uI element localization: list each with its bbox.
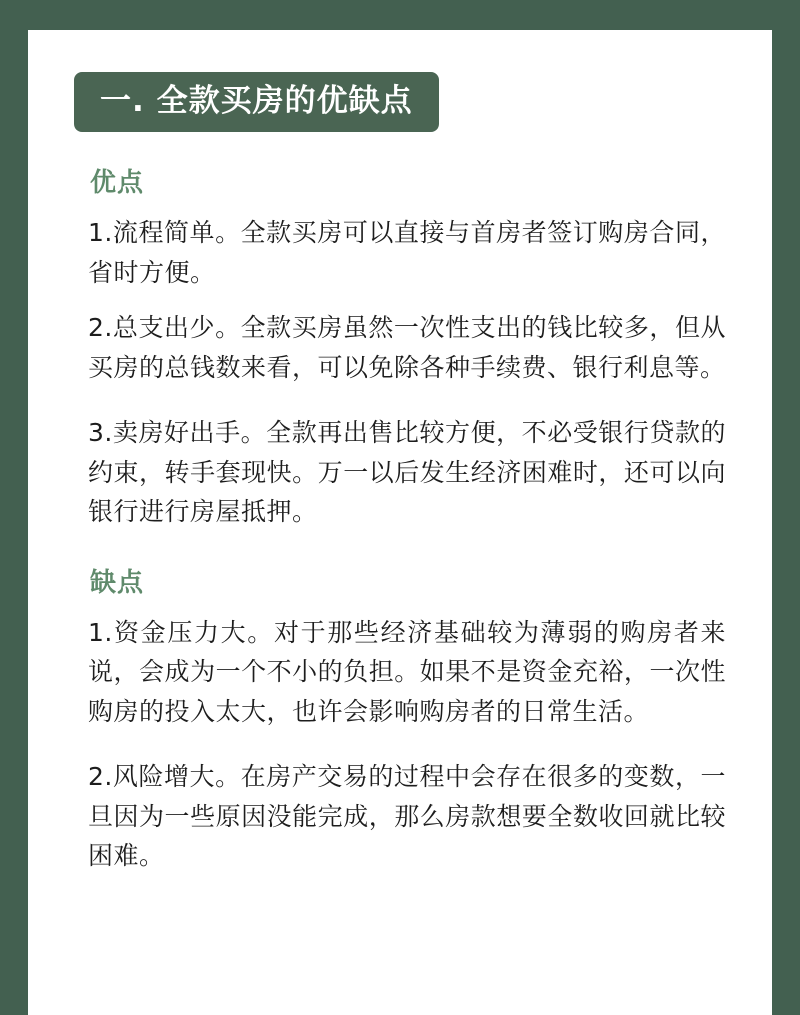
- paragraph: 2.风险增大。在房产交易的过程中会存在很多的变数，一旦因为一些原因没能完成，那么房款想要全数收回就比较困难。: [88, 762, 726, 870]
- section-disadvantages: [74, 562, 726, 876]
- paragraph: 1.资金压力大。对于那些经济基础较为薄弱的购房者来说，会成为一个不小的负担。如果不是资金充裕，一次性购房的投入太大，也许会影响购房者的日常生活。: [88, 617, 726, 726]
- page-title: 一. 全款买房的优缺点: [74, 72, 439, 132]
- document-content: [28, 30, 772, 876]
- paragraph: 3.卖房好出手。全款再出售比较方便，不必受银行贷款的约束，转手套现快。万一以后发生经济困难时，还可以向银行进行房屋抵押。: [88, 418, 726, 526]
- section-heading-disadvantages: 缺点: [90, 567, 145, 598]
- paragraph: 2.总支出少。全款买房虽然一次性支出的钱比较多，但从买房的总钱数来看，可以免除各种手续费、银行利息等。: [88, 313, 726, 382]
- paragraph: 1.流程简单。全款买房可以直接与首房者签订购房合同，省时方便。: [88, 218, 726, 287]
- section-advantages: [74, 162, 726, 532]
- document-page: [28, 30, 772, 1015]
- section-heading-advantages: 优点: [90, 168, 145, 198]
